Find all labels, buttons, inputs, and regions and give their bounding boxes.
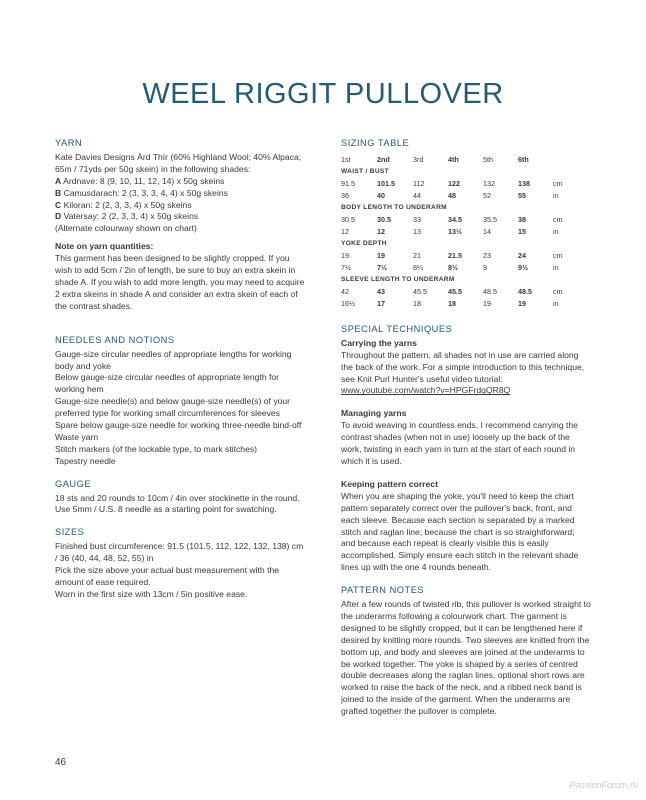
sizing-table-heading: SIZING TABLE	[341, 138, 410, 148]
table-cell: 18	[413, 298, 421, 308]
table-cell: 19	[377, 250, 385, 260]
table-cell: 138	[518, 178, 530, 188]
table-cell: 45.5	[413, 286, 427, 296]
table-cell: 19	[483, 298, 491, 308]
needles-item: Stitch markers (of the lockable type, to mark stitches)	[55, 443, 258, 454]
gauge-heading: GAUGE	[55, 478, 92, 489]
page-number: 46	[55, 757, 67, 768]
table-cell: 48.5	[518, 286, 532, 296]
table-cell: 33	[413, 214, 421, 224]
yarn-intro: Kate Davies Designs Àrd Thìr (60% Highland Wool; 40% Alpaca; 65m / 71yds per 50g skein) in the following shades:	[55, 151, 302, 174]
table-section-label: WAIST / BUST	[341, 167, 389, 175]
yarn-heading: YARN	[55, 138, 83, 148]
yarn-shade-list	[55, 176, 305, 224]
table-cell: 48	[448, 190, 456, 200]
table-section-row	[341, 238, 586, 250]
table-cell: 12	[341, 226, 349, 236]
table-row	[341, 190, 586, 202]
table-cell: 14	[483, 226, 491, 236]
table-header-row	[341, 154, 586, 166]
table-cell: 24	[518, 250, 526, 260]
watermark: PassionForum.ru	[569, 780, 638, 790]
table-cell: cm	[553, 178, 563, 188]
needles-item: Gauge-size needle(s) and below gauge-size needle(s) of your preferred type for working small circumferences for sleeves	[55, 396, 291, 419]
yarn-note-heading: Note on yarn quantities:	[55, 241, 154, 252]
table-cell: 35.5	[483, 214, 497, 224]
table-cell: 19	[518, 298, 526, 308]
table-cell: 43	[377, 286, 385, 296]
keeping-heading: Keeping pattern correct	[341, 478, 438, 489]
needles-heading: NEEDLES AND NOTIONS	[55, 334, 175, 345]
table-cell: 8½	[448, 262, 458, 272]
table-cell: 112	[413, 178, 425, 188]
table-section-row	[341, 166, 586, 178]
table-cell: 23	[483, 250, 491, 260]
table-cell	[553, 154, 586, 166]
table-cell: 1st	[341, 154, 351, 164]
table-cell: 55	[518, 190, 526, 200]
video-tutorial-link[interactable]: www.youtube.com/watch?v=HPGFrdqQR8Q	[341, 385, 511, 396]
keeping-text: When you are shaping the yoke, you'll need to keep the chart pattern separately correct over the pullover's back, front, and each sleeve. Because each section is separated by a marked stitch and raglan line; because the chart is so straightforward; and because each repeat is clearly visible this is easily accomplished. Simply ensure each stitch in the relevant shade lines up with the one 4 rounds beneath.	[341, 490, 579, 573]
table-cell: 21	[413, 250, 421, 260]
pattern-notes-heading: PATTERN NOTES	[341, 585, 425, 596]
table-cell: cm	[553, 250, 563, 260]
table-cell: 45.5	[448, 286, 462, 296]
table-cell: 12	[377, 226, 385, 236]
yarn-alt-note: (Alternate colourway shown on chart)	[55, 223, 197, 234]
yarn-shade: C Kiloran: 2 (2, 3, 3, 4) x 50g skeins	[55, 199, 192, 210]
needles-item: Tapestry needle	[55, 455, 116, 466]
table-cell: 30.5	[341, 214, 355, 224]
table-cell: 13½	[448, 226, 462, 236]
table-cell: 4th	[448, 154, 459, 164]
table-cell: 3rd	[413, 154, 424, 164]
table-row	[341, 250, 586, 262]
table-row	[341, 262, 586, 274]
table-section-row	[341, 274, 586, 286]
yarn-note-text: This garment has been designed to be slightly cropped. If you wish to add 5cm / 2in of length, be sure to buy an extra skein in shade A. If you wish to add more length, you may need to acquire 2 extra skeins in shade A and consider an extra skein of each of the contrast shades.	[55, 253, 305, 311]
yarn-shade: A Ardnave: 8 (9, 10, 11, 12, 14) x 50g skeins	[55, 175, 225, 186]
table-cell: 7½	[377, 262, 387, 272]
table-cell: cm	[553, 214, 563, 224]
needles-item: Gauge-size circular needles of appropriate lengths for working body and yoke	[55, 348, 292, 371]
table-cell: 52	[483, 190, 491, 200]
gauge-text: 18 sts and 20 rounds to 10cm / 4in over stockinette in the round. Use 5mm / U.S. 8 needle as a starting point for swatching.	[55, 492, 300, 515]
table-cell: 40	[377, 190, 385, 200]
table-cell: 48.5	[483, 286, 497, 296]
table-cell: 19	[341, 250, 349, 260]
needles-item: Spare below gauge-size needle for working three-needle bind-off	[55, 420, 302, 431]
table-cell: 9½	[518, 262, 528, 272]
sizes-text: Worn in the first size with 13cm / 5in positive ease.	[55, 588, 248, 599]
sizing-table	[341, 154, 586, 310]
table-row	[341, 226, 586, 238]
left-column	[55, 138, 305, 601]
needles-item: Below gauge-size circular needles of appropriate length for working hem	[55, 372, 280, 395]
table-cell: cm	[553, 286, 563, 296]
table-cell: 132	[483, 178, 495, 188]
table-cell: 13	[413, 226, 421, 236]
table-cell: in	[553, 226, 559, 236]
table-cell: 15	[518, 226, 526, 236]
table-row	[341, 286, 586, 298]
table-row	[341, 178, 586, 190]
right-column	[341, 138, 591, 718]
table-cell: 5th	[483, 154, 493, 164]
table-cell: in	[553, 298, 559, 308]
table-section-label: BODY LENGTH TO UNDERARM	[341, 203, 447, 211]
sizes-text: Finished bust circumference: 91.5 (101.5, 112, 122, 132, 138) cm / 36 (40, 44, 48, 52, 55) in	[55, 541, 304, 564]
table-cell: 17	[377, 298, 385, 308]
table-cell: 34.5	[448, 214, 462, 224]
table-row	[341, 214, 586, 226]
table-cell: 44	[413, 190, 421, 200]
table-cell: 7½	[341, 262, 351, 272]
carrying-text: Throughout the pattern, all shades not in use are carried along the back of the work. For a simple introduction to this technique, see Knit Purl Hunter's useful video tutorial:	[341, 349, 585, 384]
sizes-heading: SIZES	[55, 527, 85, 538]
managing-heading: Managing yarns	[341, 408, 407, 419]
table-cell: 18	[448, 298, 456, 308]
table-section-label: YOKE DEPTH	[341, 239, 387, 247]
table-cell: 9	[483, 262, 487, 272]
table-cell: 16½	[341, 298, 355, 308]
yarn-shade: D Vatersay: 2 (2, 3, 3, 4) x 50g skeins	[55, 211, 199, 222]
yarn-shade: B Camusdarach: 2 (3, 3, 3, 4, 4) x 50g skeins	[55, 187, 228, 198]
table-cell: 101.5	[377, 178, 395, 188]
table-section-label: SLEEVE LENGTH TO UNDERARM	[341, 275, 455, 283]
table-section-row	[341, 202, 586, 214]
table-cell: in	[553, 190, 559, 200]
sizes-text: Pick the size above your actual bust measurement with the amount of ease required.	[55, 565, 280, 587]
table-cell: 38	[518, 214, 526, 224]
carrying-heading: Carrying the yarns	[341, 337, 417, 348]
table-cell: 30.5	[377, 214, 391, 224]
managing-text: To avoid weaving in countless ends, I recommend carrying the contrast shades (when not in use) loosely up the back of the work, twisting in each yarn in turn at the start of each round in which it is used.	[341, 420, 578, 466]
table-cell: 8¼	[413, 262, 423, 272]
table-cell: 21.5	[448, 250, 462, 260]
page-title: WEEL RIGGIT PULLOVER	[142, 78, 504, 110]
table-cell: in	[553, 262, 559, 272]
table-row	[341, 298, 586, 310]
table-cell: 122	[448, 178, 460, 188]
table-cell: 6th	[518, 154, 529, 164]
table-cell: 91.5	[341, 178, 355, 188]
pattern-notes-text: After a few rounds of twisted rib, this pullover is worked straight to the underarms following a colourwork chart. The garment is designed to be slightly cropped, but it can be lengthened here if desired by knitting more rounds. Two sleeves are knitted from the bottom up, and body and sleeves are joined at the underarms to be worked together. The yoke is shaped by a series of centred double decreases along the raglan lines, optional short rows are worked to raise the back of the neck, and a ribbed neck band is joined to the inside of the garment. When the underarms are grafted together the pullover is complete.	[341, 599, 591, 717]
needles-item: Waste yarn	[55, 431, 99, 442]
techniques-heading: SPECIAL TECHNIQUES	[341, 323, 453, 334]
table-cell: 42	[341, 286, 349, 296]
table-cell: 2nd	[377, 154, 390, 164]
table-cell: 36	[341, 190, 349, 200]
